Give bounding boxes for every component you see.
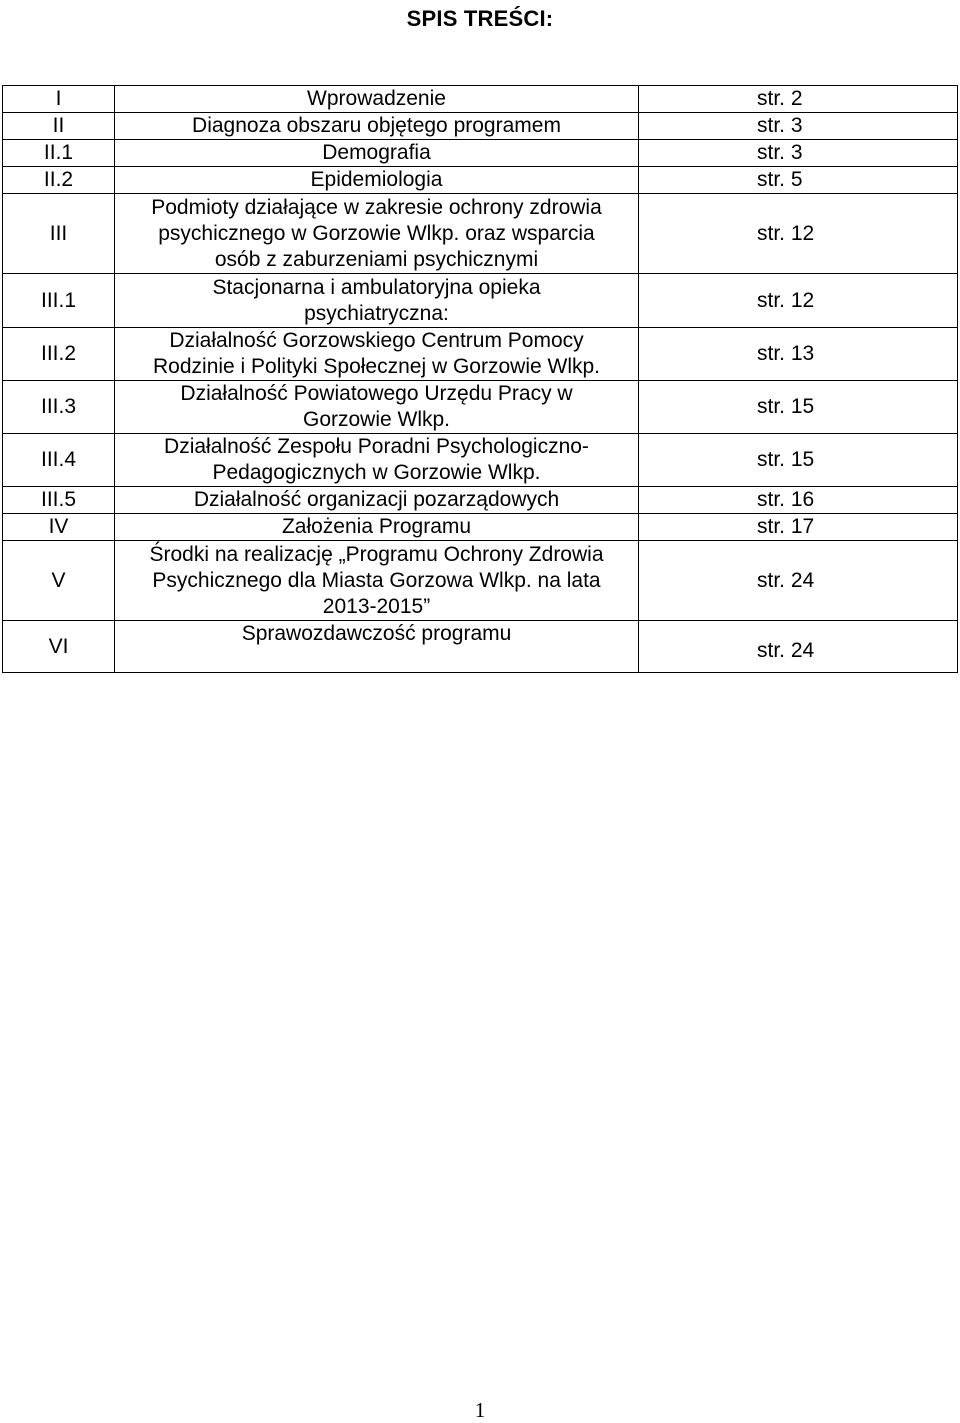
page-reference: str. 12 [639,194,958,274]
section-number: III.1 [3,274,115,328]
toc-row [3,140,958,167]
section-title: Stacjonarna i ambulatoryjna opieka psychiatryczna: [115,274,639,328]
section-number: III.4 [3,434,115,487]
toc-row [3,86,958,113]
page-reference: str. 12 [639,274,958,328]
toc-row [3,621,958,673]
section-number: III.2 [3,328,115,381]
toc-row [3,514,958,541]
page-reference: str. 16 [639,487,958,514]
page-reference: str. 2 [639,86,958,113]
table-of-contents [2,85,958,673]
section-number: VI [3,621,115,673]
page-reference: str. 15 [639,434,958,487]
page-reference: str. 13 [639,328,958,381]
toc-row [3,167,958,194]
toc-row [3,274,958,328]
section-title: Założenia Programu [115,514,639,541]
section-title: Środki na realizację „Programu Ochrony Zdrowia Psychicznego dla Miasta Gorzowa Wlkp. na lata 2013-2015” [115,541,639,621]
page-reference: str. 24 [639,621,958,673]
section-title: Wprowadzenie [115,86,639,113]
toc-row [3,487,958,514]
page-reference: str. 5 [639,167,958,194]
section-title: Diagnoza obszaru objętego programem [115,113,639,140]
section-number: II.1 [3,140,115,167]
section-title: Działalność Gorzowskiego Centrum Pomocy Rodzinie i Polityki Społecznej w Gorzowie Wlkp. [115,328,639,381]
toc-row [3,113,958,140]
section-title: Epidemiologia [115,167,639,194]
section-title: Działalność organizacji pozarządowych [115,487,639,514]
section-number: II [3,113,115,140]
section-title: Podmioty działające w zakresie ochrony zdrowia psychicznego w Gorzowie Wlkp. oraz wsparcia osób z zaburzeniami psychicznymi [115,194,639,274]
toc-row [3,434,958,487]
section-title: Sprawozdawczość programu [115,621,639,673]
section-number: IV [3,514,115,541]
section-number: II.2 [3,167,115,194]
section-number: III.3 [3,381,115,434]
toc-row [3,328,958,381]
page-reference: str. 3 [639,140,958,167]
section-number: I [3,86,115,113]
page-reference: str. 15 [639,381,958,434]
section-title: Demografia [115,140,639,167]
page-reference: str. 24 [639,541,958,621]
section-number: III.5 [3,487,115,514]
toc-row [3,381,958,434]
toc-row [3,541,958,621]
section-title: Działalność Zespołu Poradni Psychologiczno- Pedagogicznych w Gorzowie Wlkp. [115,434,639,487]
page-reference: str. 17 [639,514,958,541]
page-reference: str. 3 [639,113,958,140]
page-number: 1 [474,1398,486,1422]
section-number: III [3,194,115,274]
toc-row [3,194,958,274]
section-number: V [3,541,115,621]
section-title: Działalność Powiatowego Urzędu Pracy w Gorzowie Wlkp. [115,381,639,434]
document-title: SPIS TREŚCI: [406,6,554,31]
